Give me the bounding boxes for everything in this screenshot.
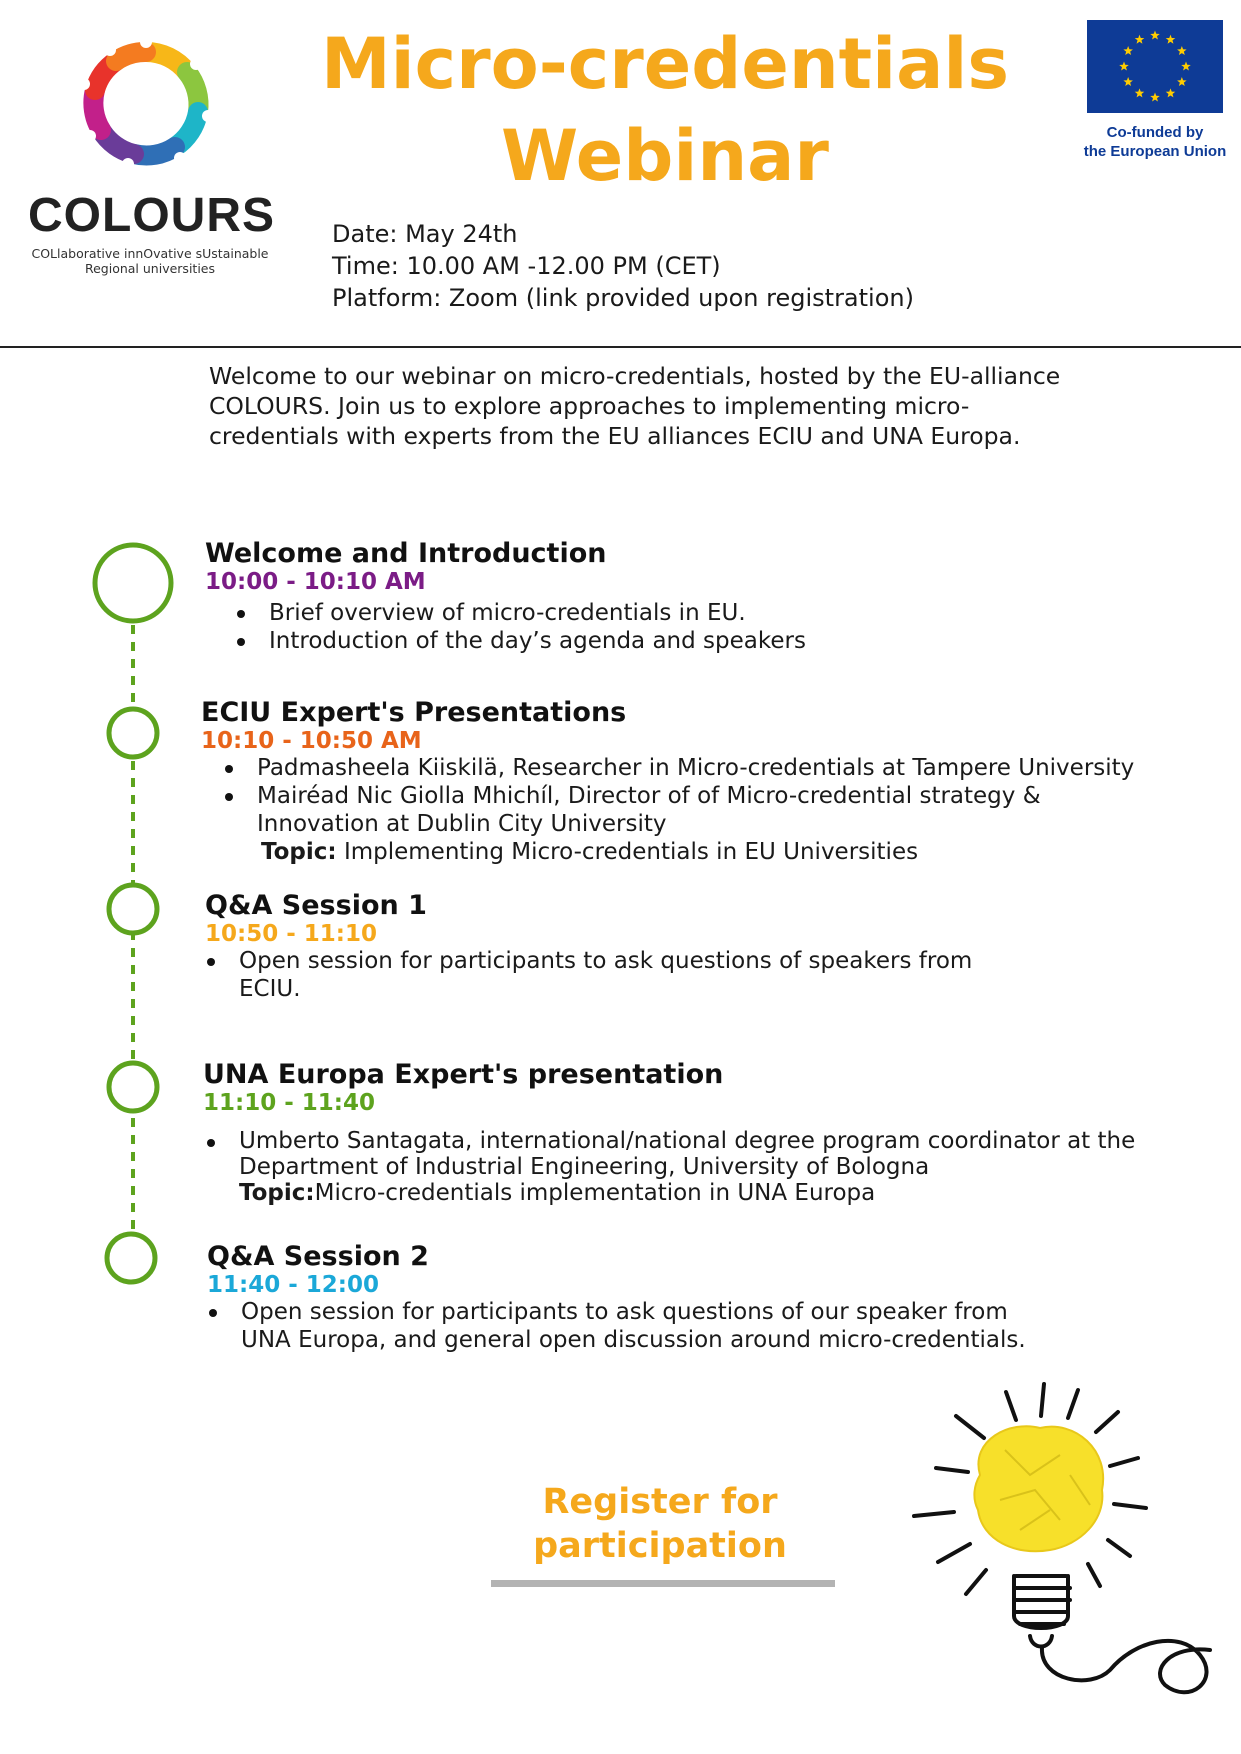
eu-stars-icon: [1087, 20, 1223, 113]
agenda-item-qa1: [205, 890, 1105, 1003]
agenda-topic: Topic: Implementing Micro-credentials in EU Universities: [261, 839, 919, 865]
list-item: Open session for participants to ask questions of our speaker from UNA Europa, and general open discussion around micro-credentials.: [207, 1298, 1057, 1354]
list-item: Mairéad Nic Giolla Mhichíl, Director of of Micro-credential strategy & Innovation at Dublin City University: [223, 782, 1087, 838]
eu-star: [1177, 77, 1187, 86]
eu-star: [1181, 62, 1191, 71]
register-link[interactable]: Register for participation: [533, 1482, 787, 1566]
colours-logo-mark: [76, 34, 216, 174]
eu-flag: [1087, 20, 1223, 113]
timeline-node-4: [109, 1063, 157, 1111]
agenda-topic: Topic:Micro-credentials implementation in UNA Europa: [239, 1180, 876, 1206]
agenda-item-qa2: [207, 1241, 1167, 1354]
event-platform: Platform: Zoom (link provided upon registration): [332, 284, 914, 312]
timeline-node-3: [109, 885, 157, 933]
eu-star: [1123, 46, 1133, 55]
eu-star: [1166, 88, 1176, 97]
eu-star: [1150, 31, 1160, 40]
agenda-time: 10:10 - 10:50 AM: [201, 728, 422, 754]
timeline-node-2: [109, 709, 157, 757]
agenda-time: 11:10 - 11:40: [203, 1090, 375, 1116]
timeline-node-1: [95, 545, 171, 621]
agenda-item-welcome: [205, 538, 1105, 655]
list-item: Padmasheela Kiiskilä, Researcher in Micro-credentials at Tampere University: [223, 754, 1163, 782]
eu-star: [1150, 93, 1160, 102]
event-date: Date: May 24th: [332, 220, 518, 248]
agenda-title: UNA Europa Expert's presentation: [203, 1059, 724, 1090]
colours-logo-text: COLOURS: [28, 189, 275, 242]
divider: [0, 346, 1241, 348]
eu-star: [1166, 35, 1176, 44]
agenda-title: Q&A Session 2: [207, 1241, 429, 1272]
agenda-item-una: [203, 1059, 1163, 1206]
agenda-time: 10:00 - 10:10 AM: [205, 569, 426, 595]
agenda-title: Welcome and Introduction: [205, 538, 607, 569]
lightbulb-icon: [910, 1380, 1230, 1710]
agenda-item-eciu: [201, 697, 1161, 866]
colours-logo-subtitle: COLlaborative innOvative sUstainable Regional universities: [31, 246, 269, 276]
eu-star: [1123, 77, 1133, 86]
intro-paragraph: Welcome to our webinar on micro-credentials, hosted by the EU-alliance COLOURS. Join us to explore approaches to implementing micro-credentials with experts from the EU alliances ECIU and UNA Europa.: [209, 362, 1061, 450]
eu-star: [1119, 62, 1129, 71]
register-underline: [491, 1580, 835, 1587]
eu-cofunded-label: Co-funded by the European Union: [1083, 124, 1227, 160]
agenda-time: 11:40 - 12:00: [207, 1272, 379, 1298]
agenda-title: Q&A Session 1: [205, 890, 427, 921]
eu-star: [1135, 88, 1145, 97]
list-item: Brief overview of micro-credentials in EU.: [235, 599, 1105, 627]
event-details: [332, 218, 914, 314]
page-title: Micro-credentials Webinar: [320, 23, 1010, 197]
agenda-title: ECIU Expert's Presentations: [201, 697, 627, 728]
eu-star: [1135, 35, 1145, 44]
list-item: Umberto Santagata, international/national degree program coordinator at the Department of Industrial Engineering, University of Bologna: [205, 1128, 1155, 1180]
list-item: Open session for participants to ask questions of speakers from ECIU.: [205, 947, 995, 1003]
timeline-node-5: [107, 1234, 155, 1282]
agenda-time: 10:50 - 11:10: [205, 921, 377, 947]
list-item: Introduction of the day’s agenda and speakers: [235, 627, 1105, 655]
event-time: Time: 10.00 AM -12.00 PM (CET): [332, 252, 721, 280]
eu-star: [1177, 46, 1187, 55]
